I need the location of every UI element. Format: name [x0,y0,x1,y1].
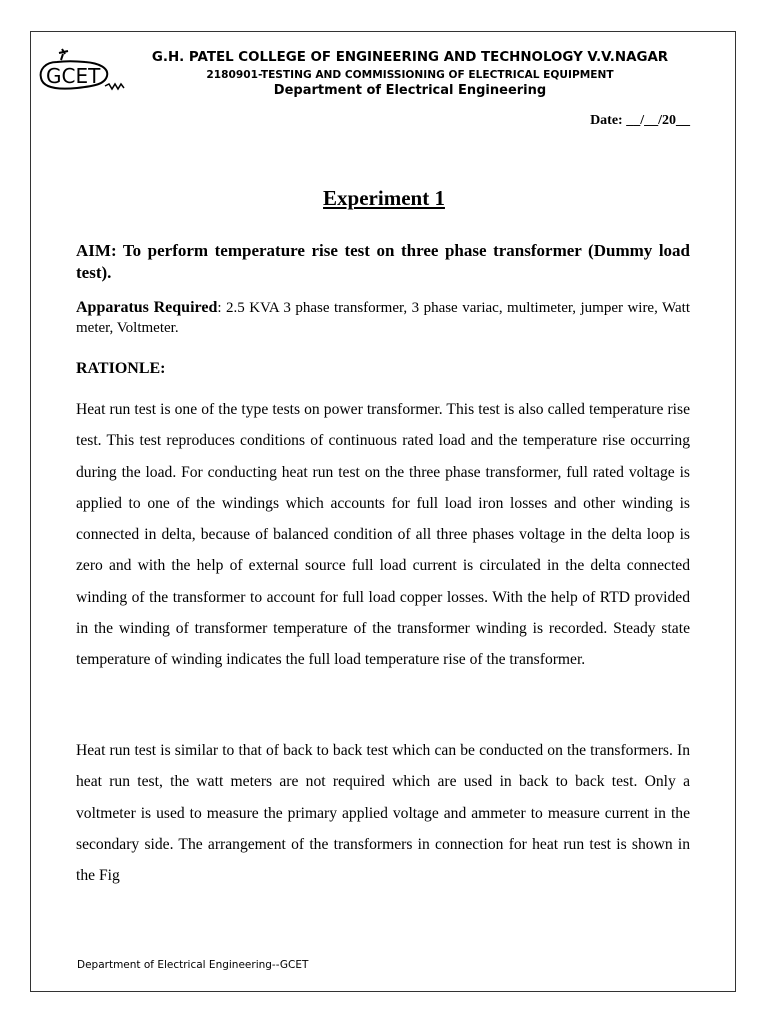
college-name: G.H. PATEL COLLEGE OF ENGINEERING AND TECHNOLOGY V.V.NAGAR [151,50,669,65]
gcet-logo [37,44,132,104]
course-title: 2180901-TESTING AND COMMISSIONING OF ELECTRICAL EQUIPMENT [206,69,614,81]
apparatus-label: Apparatus Required [76,299,218,316]
aim-statement: AIM: To perform temperature rise test on three phase transformer (Dummy load test). [76,241,690,282]
rationale-paragraph-1: Heat run test is one of the type tests on power transformer. This test is also called temperature rise test. This test reproduces conditions of continuous rated load and the temperature rise occurring during the load. For conducting heat run test on the three phase transformer, full rated voltage is applied to one of the windings which accounts for full load iron losses and other winding is connected in delta, because of balanced condition of all three phases voltage in the delta loop is zero and with the help of external source full load current is circulated in the delta connected winding of the transformer to account for full load copper losses. With the help of RTD provided in the winding of transformer temperature of the transformer winding is recorded. Steady state temperature of winding indicates the full load temperature rise of the transformer. [76,401,690,669]
experiment-title: Experiment 1 [323,186,445,210]
page-footer: Department of Electrical Engineering--GCET [77,959,309,971]
department-name: Department of Electrical Engineering [273,83,547,98]
rationale-heading: RATIONLE: [76,360,166,377]
apparatus-list: : 2.5 KVA 3 phase transformer, 3 phase variac, multimeter, jumper wire, Watt meter, Voltmeter. [76,300,690,336]
rationale-paragraph-2: Heat run test is similar to that of back to back test which can be conducted on the transformers. In heat run test, the watt meters are not required which are used in back to back test. Only a voltmeter is used to measure the primary applied voltage and ammeter to measure current in the secondary side. The arrangement of the transformers in connection for heat run test is shown in the Fig [76,742,690,885]
apparatus-required [76,298,690,338]
svg-text:GCET: GCET [46,64,101,88]
date-field: Date: __/__/20__ [590,113,690,128]
